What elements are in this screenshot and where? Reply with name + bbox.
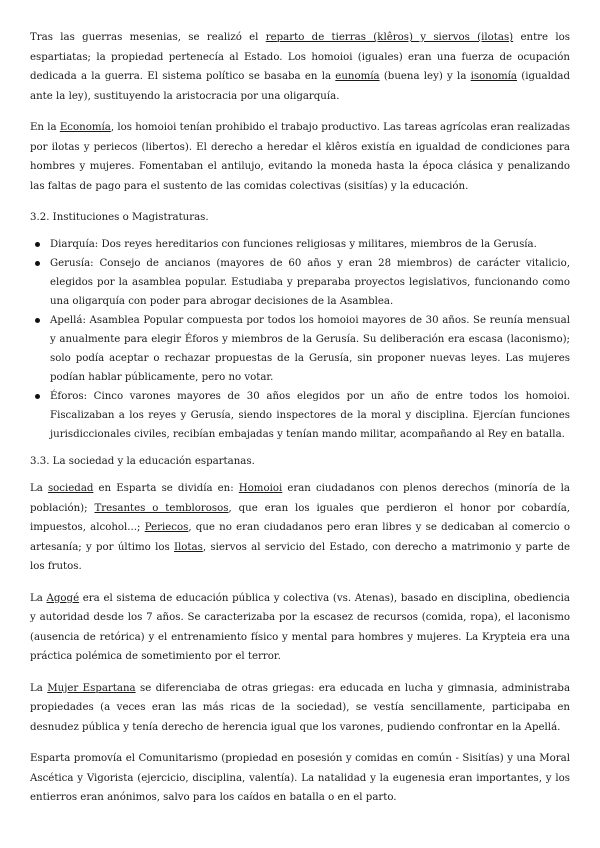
underlined-term: Mujer Espartana: [47, 682, 136, 694]
text-segment: Tras las guerras mesenias, se realizó el: [30, 32, 266, 43]
text-segment: , que eran los iguales que perdieron el honor por cobardía, impuestos, alcohol...;: [30, 502, 571, 533]
paragraph-sociedad: [30, 479, 570, 577]
text-segment: La: [30, 682, 48, 694]
text-segment: La: [30, 592, 47, 604]
section-heading-sociedad: 3.3. La sociedad y la educación espartanas.: [30, 456, 255, 467]
list-item-text: Diarquía: Dos reyes hereditarios con funciones religiosas y militares, miembros de la Gerusía.: [50, 239, 537, 250]
text-segment: , siervos al servicio del Estado, con derecho a matrimonio y parte de los frutos.: [30, 541, 571, 572]
text-segment: era el sistema de educación pública y colectiva (vs. Atenas), basado en disciplina, obediencia y autoridad desde los 7 años. Se caracterizaba por la escasez de recursos (comida, ropa), el laconismo (ausencia de retórica) y el entrenamiento físico y mental para hombres y mujeres. La Krypteia era una práctica polémica de sometimiento por el terror.: [30, 592, 571, 662]
bullet-icon: [35, 318, 40, 323]
bullet-icon: [35, 242, 40, 247]
underlined-term: isonomía: [470, 71, 517, 82]
text-segment: , que no eran ciudadanos pero eran libres y se dedicaban al comercio o artesanía; y por último los: [30, 522, 570, 553]
underlined-term: eunomía: [335, 71, 380, 82]
underlined-term: reparto de tierras (klêros) y siervos (ilotas): [265, 32, 514, 43]
list-item: [30, 311, 570, 387]
underlined-term: sociedad: [47, 483, 94, 494]
text-segment: En la: [30, 122, 60, 133]
section-heading-instituciones: 3.2. Instituciones o Magistraturas.: [30, 212, 209, 223]
list-item-text: Apellá: Asamblea Popular compuesta por todos los homoioi mayores de 30 años. Se reunía mensual y anualmente para elegir Éforos y miembros de la Gerusía. Su deliberación era escasa (laconismo); solo podía aceptar o rechazar propuestas de la Gerusía, sin proponer nuevas leyes. Las mujeres podían hablar públicamente, pero no votar.: [50, 315, 570, 383]
list-item-text: Éforos: Cinco varones mayores de 30 años elegidos por un año de entre todos los homoioi. Fiscalizaban a los reyes y Gerusía, siendo inspectores de la moral y disciplina. Ejercían funciones jurisdiccionales civiles, recibían embajadas y tenían mando militar, acompañando al Rey en batalla.: [50, 391, 570, 440]
underlined-term: Ilotas: [174, 541, 203, 553]
paragraph-comunitarismo: Esparta promovía el Comunitarismo (propiedad en posesión y comidas en común - Sisitías) y una Moral Ascética y Vigorista (ejercicio, disciplina, valentía). La natalidad y la eugenesia eran importantes, y los entierros eran anónimos, salvo para los caídos en batalla o en el parto.: [30, 753, 570, 803]
paragraph-mujer: [30, 679, 570, 738]
underlined-term: Economía: [59, 122, 111, 133]
bullet-icon: [35, 261, 40, 266]
text-segment: eran ciudadanos con plenos derechos (minoría de la población);: [30, 483, 570, 514]
paragraph-economia: [30, 118, 570, 196]
text-segment: en Esparta se dividía en:: [93, 483, 239, 494]
list-item: [30, 254, 570, 311]
bullet-icon: [35, 394, 40, 399]
text-segment: (igualdad ante la ley), sustituyendo la aristocracia por una oligarquía.: [30, 71, 570, 102]
paragraph-agoge: [30, 589, 570, 667]
list-item: [30, 387, 570, 444]
text-segment: se diferenciaba de otras griegas: era educada en lucha y gimnasia, administraba propiedades (a veces eran las más ricas de la sociedad), se vestía sencillamente, participaba en desnudez pública y tenía derecho de herencia igual que los varones, pudiendo confrontar en la Apellá.: [30, 682, 571, 733]
underlined-term: Agogé: [46, 592, 80, 604]
list-item-text: Gerusía: Consejo de ancianos (mayores de 60 años y eran 28 miembros) de carácter vitalicio, elegidos por la asamblea popular. Estudiaba y preparaba proyectos legislativos, funcionando como una oligarquía con poder para abrogar decisiones de la Asamblea.: [50, 258, 570, 307]
text-segment: entre los espartiatas; la propiedad pertenecía al Estado. Los homoioi (iguales) eran una fuerza de ocupación dedicada a la guerra. El sistema político se basaba en la: [30, 32, 570, 82]
text-segment: (buena ley) y la: [379, 71, 471, 82]
paragraph-reparto: [30, 28, 570, 106]
institutions-list: [30, 235, 570, 444]
underlined-term: Periecos: [144, 522, 189, 533]
list-item: [30, 235, 570, 254]
text-segment: , los homoioi tenían prohibido el trabajo productivo. Las tareas agrícolas eran realizadas por ilotas y periecos (libertos). El derecho a heredar el klêros existía en igualdad de condiciones para hombres y mujeres. Fomentaban el antilujo, evitando la moneda hasta la época clásica y penalizando las faltas de pago para el sustento de las comidas colectivas (sisitías) y la educación.: [30, 122, 570, 192]
underlined-term: Tresantes o temblorosos: [94, 502, 229, 514]
text-segment: La: [30, 483, 48, 494]
underlined-term: Homoioi: [238, 483, 283, 494]
